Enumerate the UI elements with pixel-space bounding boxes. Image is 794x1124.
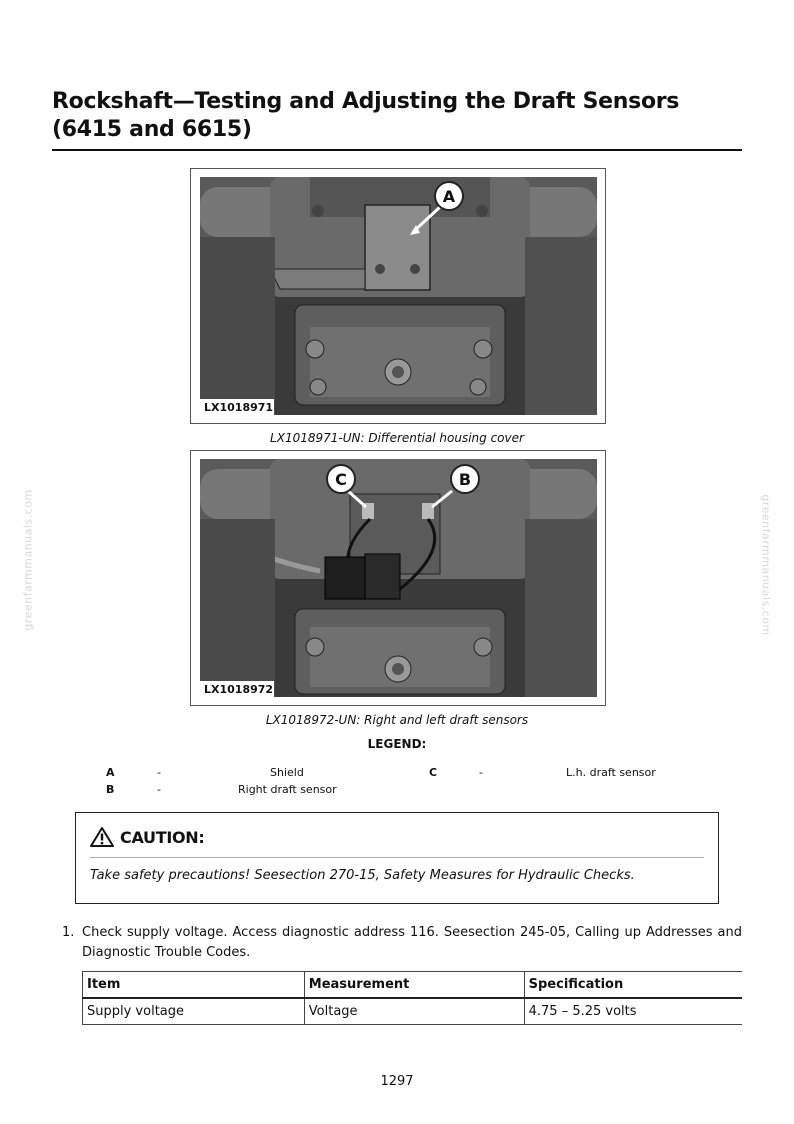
caution-text: Take safety precautions! Seesection 270-15, Safety Measures for Hydraulic Checks. [90, 868, 635, 883]
column-header-measurement: Measurement [304, 972, 524, 999]
caution-box [75, 812, 719, 904]
legend-desc: L.h. draft sensor [566, 766, 656, 779]
table-header-row [83, 972, 743, 999]
legend-sep: - [157, 783, 161, 796]
step-number: 1. [62, 925, 75, 940]
caution-title: CAUTION: [120, 827, 205, 847]
callout-c: C [335, 470, 347, 489]
photo-label: LX1018972 [204, 683, 274, 696]
specification-table [82, 971, 742, 1025]
watermark-right: greenfarmmanuals.com [759, 494, 773, 636]
warning-triangle-icon [90, 826, 114, 848]
legend-sep: - [157, 766, 161, 779]
figure-differential-housing-cover [190, 168, 606, 424]
figure-caption: LX1018971-UN: Differential housing cover [270, 431, 524, 445]
table-cell: Supply voltage [83, 998, 305, 1025]
photo-differential-housing-cover [200, 177, 597, 415]
legend-desc: Right draft sensor [238, 783, 337, 796]
table-cell: Voltage [304, 998, 524, 1025]
page-number: 1297 [380, 1074, 414, 1089]
legend-sep: - [479, 766, 483, 779]
figure-draft-sensors [190, 450, 606, 706]
legend-key: B [106, 783, 115, 796]
column-header-item: Item [83, 972, 305, 999]
photo-draft-sensors [200, 459, 597, 697]
caution-header [90, 825, 204, 849]
legend-key: C [429, 766, 438, 779]
column-header-specification: Specification [524, 972, 742, 999]
page-title: Rockshaft—Testing and Adjusting the Draft Sensors (6415 and 6615) [52, 89, 680, 142]
legend-key: A [106, 766, 115, 779]
photo-label: LX1018971 [204, 401, 274, 414]
title-divider [52, 149, 742, 151]
caution-divider [90, 857, 704, 858]
callout-b: B [458, 470, 472, 489]
step-text: Check supply voltage. Access diagnostic address 116. Seesection 245-05, Calling up Addresses and Diagnostic Trouble Codes. [82, 925, 742, 960]
table-cell: 4.75 – 5.25 volts [524, 998, 742, 1025]
figure-caption: LX1018972-UN: Right and left draft sensors [265, 713, 529, 727]
callout-a: A [442, 187, 456, 206]
watermark-left: greenfarmmanuals.com [21, 489, 35, 631]
legend-title: LEGEND: [367, 737, 427, 751]
table-row [83, 998, 743, 1025]
legend-desc: Shield [270, 766, 304, 779]
